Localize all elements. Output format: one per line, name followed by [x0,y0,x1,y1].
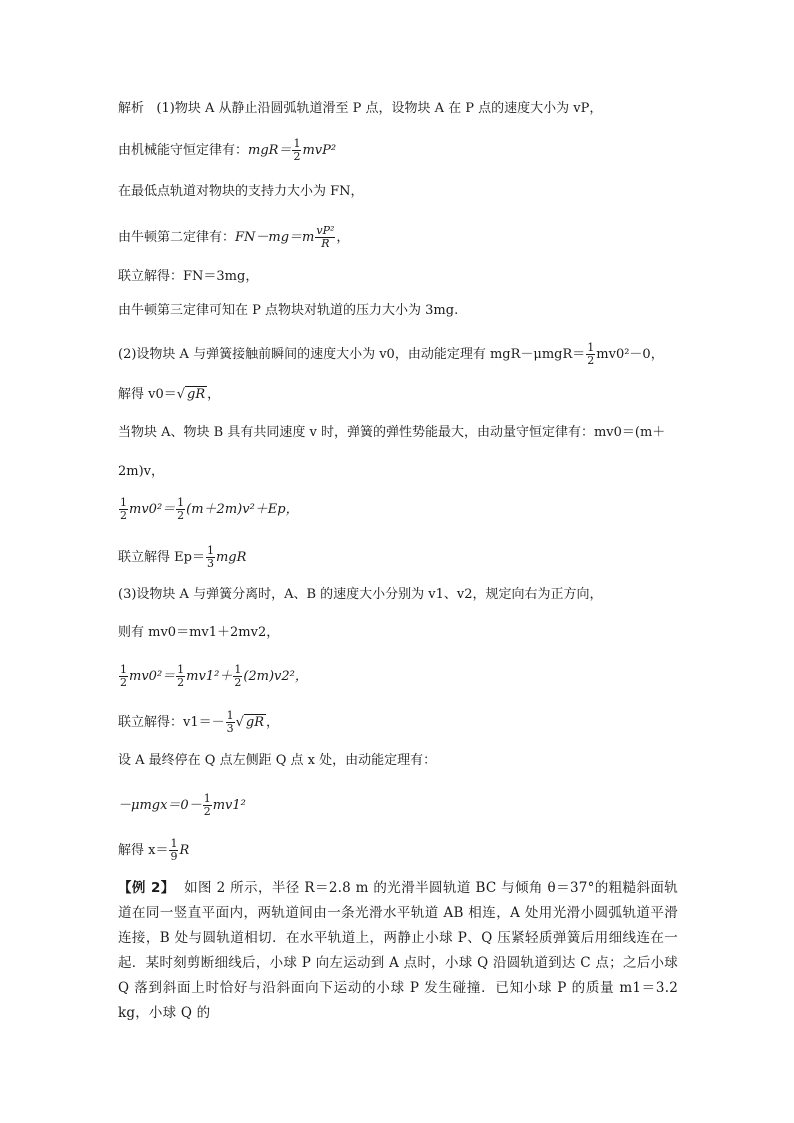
solution-line-7: (2)设物块 A 与弹簧接触前瞬间的速度大小为 v0，由动能定理有 mgR－μmgR＝ $\frac{1}{2}$ mv0²－0， [118,341,664,367]
solution-line-12: 联立解得 Ep＝ $\frac{1}{3}$ mgR [118,544,247,570]
fraction: $\frac{\text{vP²}}{R}$ [316,224,335,250]
fraction: $\frac{1}{2}$ [177,663,185,689]
sqrt: √ gR [176,387,206,402]
example-2-paragraph [118,876,678,1026]
solution-line-10: 2m)v， [118,464,165,479]
fraction: $\frac{1}{2}$ [203,792,211,818]
solution-line-15: $\frac{1}{2}$ mv0²＝ $\frac{1}{2}$ mv1²＋ $\frac{1}{2}$ (2m)v2²， [120,663,308,689]
solution-line-11: $\frac{1}{2}$ mv0²＝ $\frac{1}{2}$ (m＋2m)v²＋Ep， [120,496,299,522]
solution-line-17: 设 A 最终停在 Q 点左侧距 Q 点 x 处，由动能定理有： [118,753,437,768]
fraction: $\frac{1}{2}$ [177,496,185,522]
fraction: $\frac{1}{2}$ [587,341,595,367]
fraction: $\frac{1}{2}$ [120,496,127,522]
fraction: $\frac{1}{2}$ [293,137,301,163]
sqrt: √ gR [235,715,265,730]
solution-line-8: 解得 v0＝√ gR ， [118,387,221,402]
solution-line-5: 联立解得：FN＝3mg， [118,269,259,284]
fraction: $\frac{1}{2}$ [234,663,242,689]
solution-line-9: 当物块 A、物块 B 具有共同速度 v 时，弹簧的弹性势能最大，由动量守恒定律有：mv0＝(m＋ [118,425,666,440]
fraction: $\frac{1}{2}$ [120,663,127,689]
solution-line-18: －μmgx＝0－ $\frac{1}{2}$ mv1² [118,792,246,818]
example-text: 如图 2 所示，半径 R＝2.8 m 的光滑半圆轨道 BC 与倾角 θ＝37°的粗糙斜面轨道在同一竖直平面内，两轨道间由一条光滑水平轨道 AB 相连，A 处用光滑小圆弧轨道平滑连接，B 处与圆轨道相切．在水平轨道上，两静止小球 P、Q 压紧轻质弹簧后用细线连在一起．某时刻剪断细线后，小球 P 向左运动到 A 点时，小球 Q 沿圆轨道到达 C 点；之后小球 Q 落到斜面上时恰好与沿斜面向下运动的小球 P 发生碰撞．已知小球 P 的质量 m1＝3.2 kg，小球 Q 的 [118,880,679,1021]
fraction: $\frac{1}{9}$ [170,837,178,863]
solution-line-19: 解得 x＝ $\frac{1}{9}$ R [118,837,190,863]
solution-heading: 解析 [118,101,145,116]
fraction: $\frac{1}{3}$ [206,544,214,570]
solution-line-2: 由机械能守恒定律有：mgR＝ $\frac{1}{2}$ mvP² [118,137,337,163]
solution-line-16: 联立解得：v1＝－ $\frac{1}{3}$ √ gR ， [118,709,280,735]
solution-line-4: 由牛顿第二定律有：FN－mg＝m $\frac{\text{vP²}}{R}$ ， [118,224,350,250]
fraction: $\frac{1}{3}$ [226,709,234,735]
solution-line-14: 则有 mv0＝mv1＋2mv2， [118,625,280,640]
example-label: 【例 2】 [118,880,175,896]
solution-line-13: (3)设物块 A 与弹簧分离时，A、B 的速度大小分别为 v1、v2，规定向右为正方向， [118,587,603,602]
solution-line-6: 由牛顿第三定律可知在 P 点物块对轨道的压力大小为 3mg. [118,303,459,318]
solution-line-3: 在最低点轨道对物块的支持力大小为 FN， [118,184,364,199]
solution-line-1: 解析 (1)物块 A 从静止沿圆弧轨道滑至 P 点，设物块 A 在 P 点的速度大小为 vP， [118,101,603,116]
